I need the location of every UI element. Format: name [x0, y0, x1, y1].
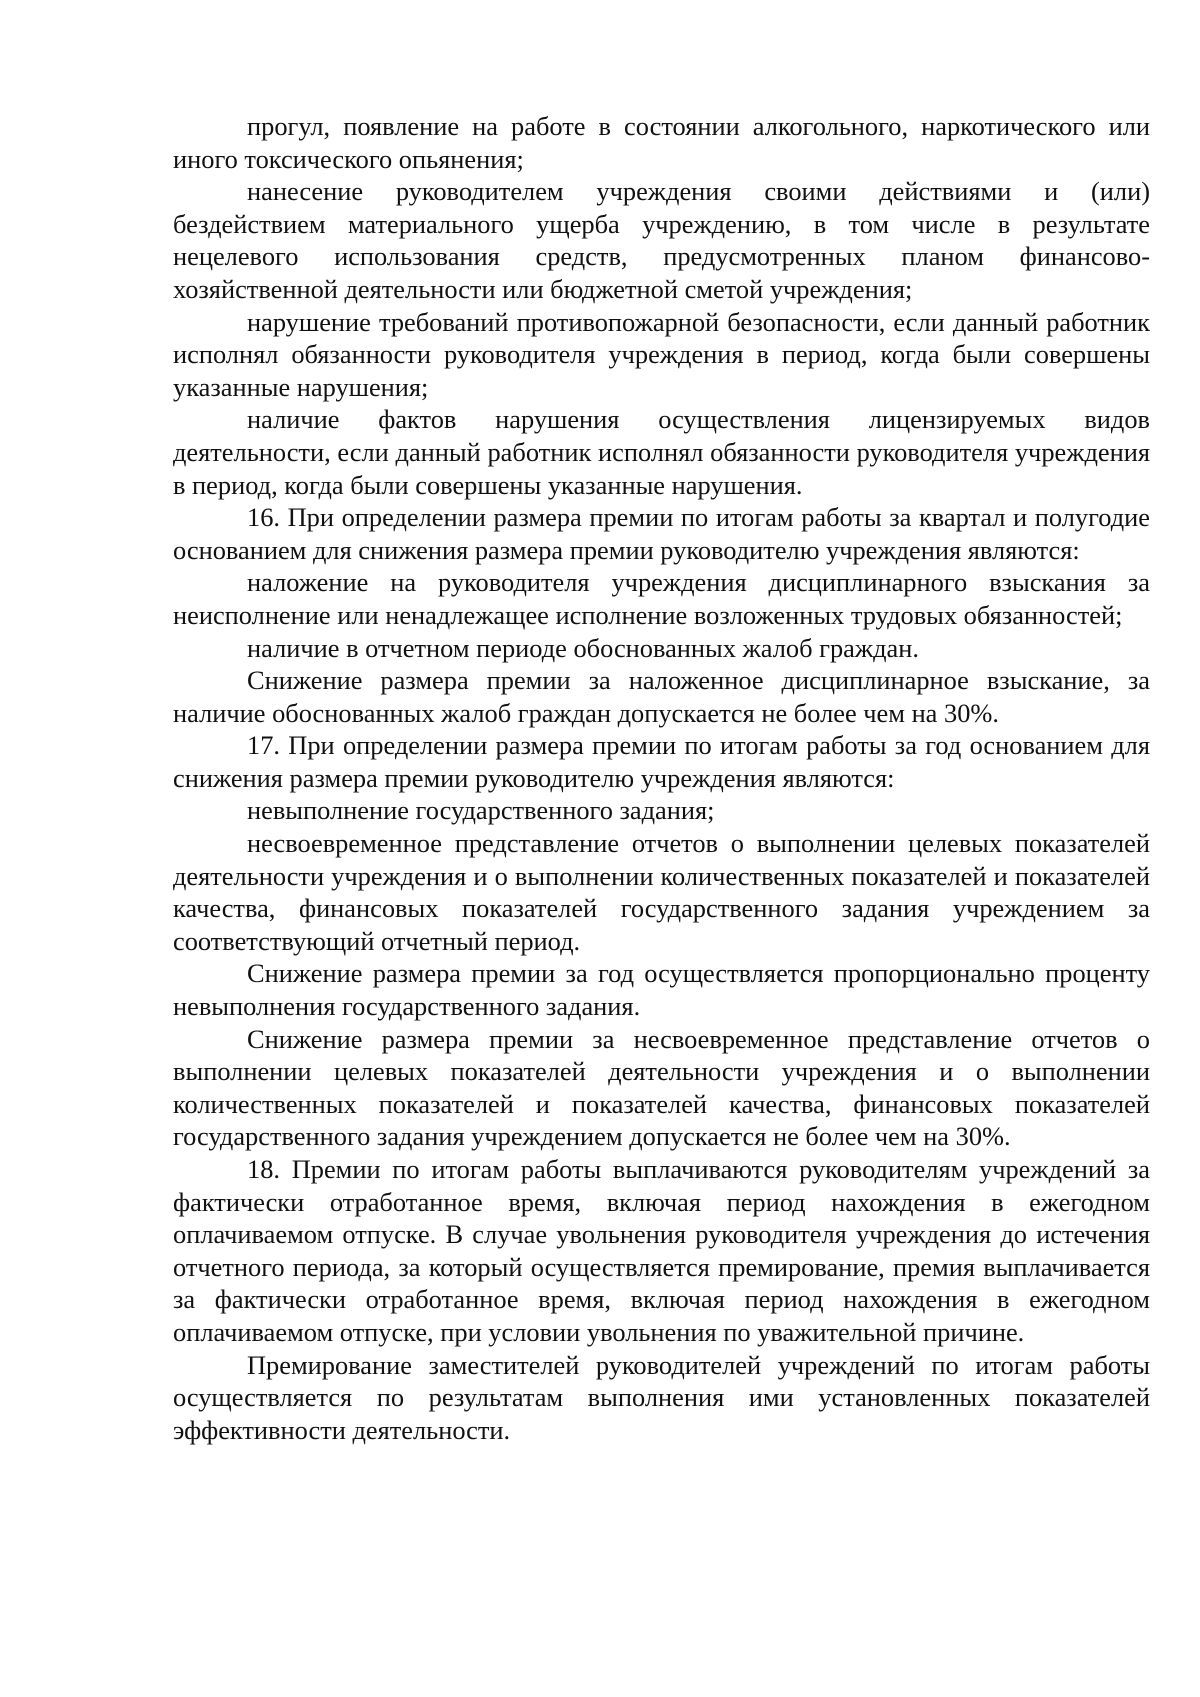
paragraph-item-17: 17. При определении размера премии по итогам работы за год основанием для снижения размера премии руководителю учреждения являются: [173, 730, 1150, 793]
paragraph-late-reports-reduction: Снижение размера премии за несвоевременное представление отчетов о выполнении целевых показателей деятельности учреждения и о выполнении количественных показателей и показателей качества, финансовых показателей государственного задания учреждением допускается не более чем на 30%. [173, 1023, 1150, 1152]
paragraph-late-reports: несвоевременное представление отчетов о выполнении целевых показателей деятельности учреждения и о выполнении количественных показателей и показателей качества, финансовых показателей государственного задания учреждением за соответствующий отчетный период. [173, 828, 1150, 956]
paragraph-material-damage: нанесение руководителем учреждения своими действиями и (или) бездействием материального ущерба учреждению, в том числе в результате нецелевого использования средств, предусмотренных планом финансово-хозяйственной деятельности или бюджетной сметой учреждения; [173, 176, 1150, 304]
paragraph-disciplinary: наложение на руководителя учреждения дисциплинарного взыскания за неисполнение или ненадлежащее исполнение возложенных трудовых обязанностей; [173, 567, 1150, 630]
paragraph-complaints: наличие в отчетном периоде обоснованных жалоб граждан. [247, 632, 919, 663]
paragraph-deputies: Премирование заместителей руководителей учреждений по итогам работы осуществляется по результатам выполнения ими установленных показателей эффективности деятельности. [173, 1349, 1150, 1445]
paragraph-absence: прогул, появление на работе в состоянии алкогольного, наркотического или иного токсического опьянения; [173, 111, 1150, 174]
paragraph-licensing: наличие фактов нарушения осуществления лицензируемых видов деятельности, если данный работник исполнял обязанности руководителя учреждения в период, когда были совершены указанные нарушения. [173, 404, 1150, 500]
paragraph-reduction-30: Снижение размера премии за наложенное дисциплинарное взыскание, за наличие обоснованных жалоб граждан допускается не более чем на 30%. [173, 665, 1150, 728]
paragraph-proportional: Снижение размера премии за год осуществляется пропорционально проценту невыполнения государственного задания. [173, 958, 1150, 1022]
paragraph-item-16: 16. При определении размера премии по итогам работы за квартал и полугодие основанием для снижения размера премии руководителю учреждения являются: [173, 502, 1150, 565]
paragraph-state-task: невыполнение государственного задания; [247, 795, 715, 826]
paragraph-item-18: 18. Премии по итогам работы выплачиваются руководителям учреждений за фактически отработанное время, включая период нахождения в ежегодном оплачиваемом отпуске. В случае увольнения руководителя учреждения до истечения отчетного периода, за который осуществляется премирование, премия выплачивается за фактически отработанное время, включая период нахождения в ежегодном оплачиваемом отпуске, при условии увольнения по уважительной причине. [173, 1154, 1150, 1347]
document-page [173, 110, 1150, 1446]
paragraph-fire-safety: нарушение требований противопожарной безопасности, если данный работник исполнял обязанности руководителя учреждения в период, когда были совершены указанные нарушения; [173, 306, 1150, 402]
